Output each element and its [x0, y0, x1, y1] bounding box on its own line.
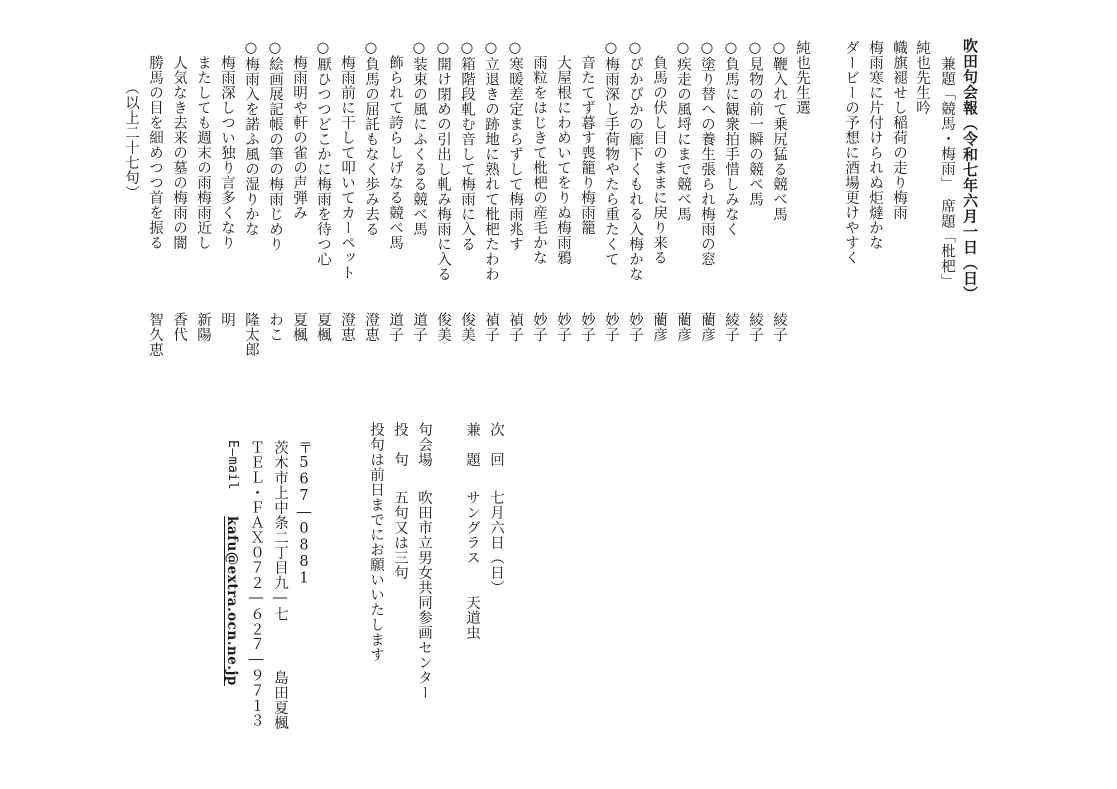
selected-haiku: 音たてず暮す喪籠り梅雨籠 — [579, 40, 595, 235]
selected-haiku: ○寒暖差定まらずして梅雨兆す — [507, 40, 523, 252]
contact-person: 島田夏楓 — [272, 670, 288, 730]
selected-haiku: ○負馬に観衆拍手惜しみなく — [723, 40, 739, 237]
haiku-author: 妙子 — [555, 312, 571, 342]
venue-value: 吹田市立男女共同参画センター — [416, 490, 432, 700]
haiku-author: 新陽 — [195, 312, 211, 342]
venue-label: 句会場 — [416, 422, 432, 467]
selected-haiku: 雨粒をはじきて枇杷の産毛かな — [531, 40, 547, 265]
selected-haiku: ○鞭入れて乗尻猛る競べ馬 — [771, 40, 787, 222]
next-meeting-label: 次 回 — [488, 422, 504, 467]
haiku-author: 綾子 — [771, 312, 787, 342]
selected-haiku: ○厭ひつつどこかに梅雨を待つ心 — [315, 40, 331, 267]
address: 茨木市上中条二丁目九―七 — [272, 440, 288, 622]
haiku-author: 妙子 — [579, 312, 595, 342]
haiku-author: 夏楓 — [291, 312, 307, 342]
selected-haiku: ○負馬の屈託もなく歩み去る — [363, 40, 379, 237]
selected-haiku: ○絵画展記帳の筆の梅雨じめり — [267, 40, 283, 252]
postal-code: 〒567―0881 — [296, 440, 312, 587]
selected-haiku: ○見物の前一瞬の競べ馬 — [747, 40, 763, 207]
selected-haiku: ○梅雨深し手荷物やたら重たくて — [603, 40, 619, 267]
haiku-author: 綾子 — [723, 312, 739, 342]
selected-haiku: ○塗り替への養生張られ梅雨の窓 — [699, 40, 715, 267]
section-heading-sen: 純也先生選 — [794, 40, 810, 115]
selected-haiku: 大屋根にわめいてをりぬ梅雨鴉 — [555, 40, 571, 265]
email-link[interactable]: kafu@extra.ocn.ne.jp — [224, 516, 240, 686]
haiku-author: 道子 — [411, 312, 427, 342]
haiku-author: 藺彦 — [675, 312, 691, 342]
selected-haiku: 梅雨前に干して叩いてカーペット — [339, 40, 355, 280]
haiku-author: 妙子 — [531, 312, 547, 342]
haiku-author: 禎子 — [507, 312, 523, 342]
selected-haiku: 負馬の伏し目のままに戻り来る — [651, 40, 667, 265]
tel-fax: ＴＥＬ・ＦＡＸ０７２―６２７―９７１３ — [248, 440, 264, 728]
toku-label: 投 句 — [392, 422, 408, 467]
selected-haiku: ○立退きの跡地に熟れて枇杷たわわ — [483, 40, 499, 282]
selected-haiku: ○疾走の風埒にまで競べ馬 — [675, 40, 691, 222]
selected-haiku: ○開け閉めの引出し軋み梅雨に入る — [435, 40, 451, 282]
notice-text: 投句は前日までにお願いいたします — [368, 422, 384, 662]
haiku-author: 藺彦 — [651, 312, 667, 342]
haiku-author: 禎子 — [483, 312, 499, 342]
section-heading-gin: 純也先生吟 — [914, 40, 930, 115]
haiku-author: 隆太郎 — [243, 312, 259, 357]
haiku-author: 綾子 — [747, 312, 763, 342]
haiku-author: 道子 — [387, 312, 403, 342]
poem-line: ダービーの予想に酒場更けやすく — [843, 40, 859, 265]
poem-line: 幟旗褪せし稲荷の走り梅雨 — [891, 40, 907, 220]
page-subtitle: 兼題「競馬・梅雨」 席題「枇杷」 — [939, 56, 955, 289]
kendai-value: サングラス 天道虫 — [464, 490, 480, 640]
selected-haiku: 人気なき去来の墓の梅雨の闇 — [171, 40, 187, 250]
selected-haiku: ○箱階段軋む音して梅雨に入る — [459, 40, 475, 252]
haiku-author: 香代 — [171, 312, 187, 342]
selected-haiku: 飾られて誇らしげなる競べ馬 — [387, 40, 403, 250]
next-meeting-date: 七月六日（日） — [488, 490, 504, 595]
selected-haiku: 梅雨明や軒の雀の声弾み — [291, 40, 307, 220]
haiku-total: （以上二十七句） — [123, 80, 139, 200]
selected-haiku: ○装束の風にふくるる競べ馬 — [411, 40, 427, 237]
haiku-author: 明 — [219, 312, 235, 327]
email-label: E―mail — [225, 440, 240, 490]
selected-haiku: 梅雨深しつい独り言多くなり — [219, 40, 235, 250]
selected-haiku: またしても週末の雨梅雨近し — [195, 40, 211, 250]
kendai-label: 兼 題 — [464, 422, 480, 467]
haiku-author: 妙子 — [627, 312, 643, 342]
haiku-author: 澄恵 — [339, 312, 355, 342]
selected-haiku: ○梅雨入を諾ふ風の湿りかな — [243, 40, 259, 237]
selected-haiku: 勝馬の目を細めつつ首を振る — [147, 40, 163, 250]
page-title: 吹田句会報（令和七年六月一日（日） — [961, 38, 979, 302]
poem-line: 梅雨寒に片付けられぬ炬燵かな — [867, 40, 883, 250]
haiku-author: 俊美 — [459, 312, 475, 342]
haiku-author: 智久恵 — [147, 312, 163, 357]
haiku-author: わこ — [267, 312, 283, 342]
haiku-author: 夏楓 — [315, 312, 331, 342]
toku-value: 五句又は三句 — [392, 490, 408, 580]
haiku-author: 澄恵 — [363, 312, 379, 342]
haiku-author: 俊美 — [435, 312, 451, 342]
haiku-author: 藺彦 — [699, 312, 715, 342]
haiku-author: 妙子 — [603, 312, 619, 342]
selected-haiku: ○ぴかぴかの廊下くもれる入梅かな — [627, 40, 643, 282]
